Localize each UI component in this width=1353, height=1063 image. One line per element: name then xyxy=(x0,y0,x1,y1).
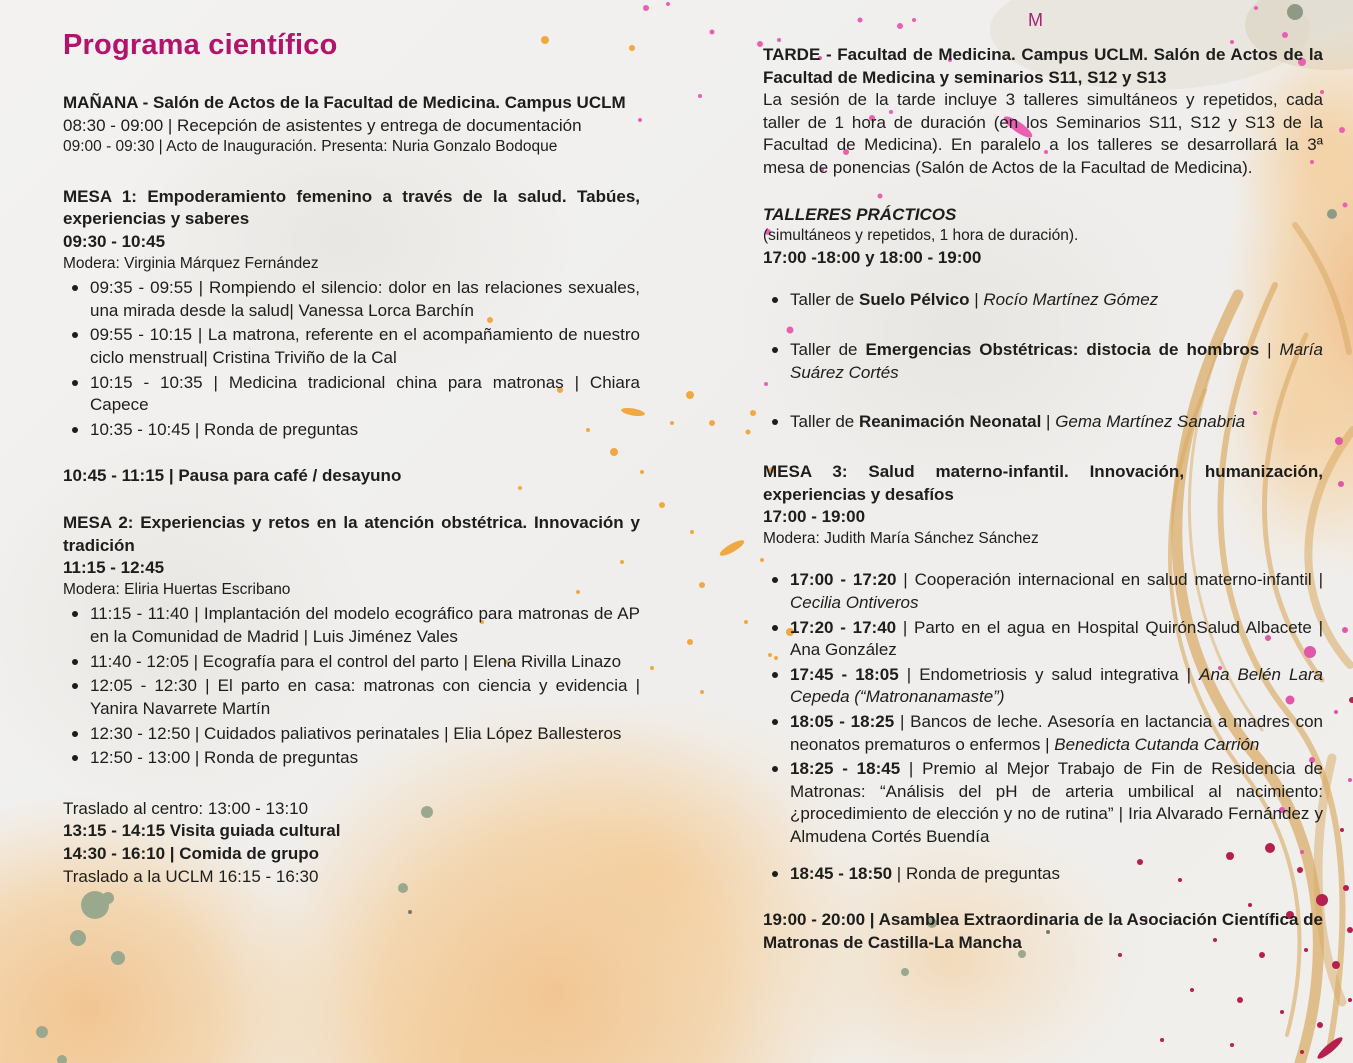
agenda-item: 10:35 - 10:45 | Ronda de preguntas xyxy=(63,419,640,442)
agenda-item: 09:35 - 09:55 | Rompiendo el silencio: dolor en las relaciones sexuales, una mirada desde la salud| Vanessa Lorca Barchín xyxy=(63,277,640,322)
agenda-item xyxy=(763,758,1323,848)
guided-tour: 13:15 - 14:15 Visita guiada cultural xyxy=(63,821,341,841)
workshop-name: Suelo Pélvico xyxy=(858,290,970,310)
agenda-item: 12:50 - 13:00 | Ronda de preguntas xyxy=(63,747,640,770)
item-speaker: Cecilia Ontiveros xyxy=(790,592,919,612)
mesa2-agenda-list xyxy=(63,603,640,769)
tarde-heading: TARDE - Facultad de Medicina. Campus UCLM. Salón de Actos de la Facultad de Medicina y seminarios S11, S12 y S13 xyxy=(763,45,1323,87)
item-text: | Endometriosis y salud integrativa | xyxy=(898,664,1200,684)
workshop-name: Emergencias Obstétricas: distocia de hombros xyxy=(865,340,1260,360)
transfer-to-uclm: Traslado a la UCLM 16:15 - 16:30 xyxy=(63,866,319,886)
transfer-to-center: Traslado al centro: 13:00 - 13:10 xyxy=(63,798,309,818)
agenda-item: 10:15 - 10:35 | Medicina tradicional china para matronas | Chiara Capece xyxy=(63,372,640,417)
agenda-item: 09:55 - 10:15 | La matrona, referente en el acompañamiento de nuestro ciclo menstrual| Cristina Triviño de la Cal xyxy=(63,324,640,369)
workshop-separator: | xyxy=(969,290,984,310)
morning-item-inauguration: 09:00 - 09:30 | Acto de Inauguración. Presenta: Nuria Gonzalo Bodoque xyxy=(63,138,558,156)
mesa1-title: MESA 1: Empoderamiento femenino a través de la salud. Tabúes, experiencias y saberes xyxy=(63,186,640,229)
page-title: Programa científico xyxy=(63,29,338,61)
mesa2-moderator: Modera: Eliria Huertas Escribano xyxy=(63,580,291,598)
group-lunch: 14:30 - 16:10 | Comida de grupo xyxy=(63,843,320,863)
item-speaker: Ana Belén Lara Cepeda (“Matronanamaste”) xyxy=(790,664,1323,707)
workshop-speaker: Rocío Martínez Gómez xyxy=(983,290,1159,310)
item-text: | Ronda de preguntas xyxy=(892,863,1061,883)
morning-heading: MAÑANA - Salón de Actos de la Facultad de Medicina. Campus UCLM xyxy=(63,92,626,112)
item-text: | Bancos de leche. Asesoría en lactancia a madres con neonatos prematuros o enfermos | xyxy=(790,712,1323,754)
item-text: | Parto en el agua en Hospital QuirónSalud Albacete | Ana González xyxy=(790,617,1323,660)
agenda-item: 12:05 - 12:30 | El parto en casa: matronas con ciencia y evidencia | Yanira Navarrete Martín xyxy=(63,675,640,720)
talleres-heading: TALLERES PRÁCTICOS xyxy=(763,204,957,224)
logo-letter: M xyxy=(1028,10,1043,30)
item-time: 18:25 - 18:45 xyxy=(790,759,901,779)
talleres-list xyxy=(763,289,1323,433)
workshop-prefix: Taller de xyxy=(790,412,859,432)
item-time: 18:45 - 18:50 xyxy=(790,863,893,883)
workshop-speaker: María Suárez Cortés xyxy=(790,340,1323,382)
workshop-item xyxy=(763,289,1323,312)
item-time: 17:00 - 17:20 xyxy=(790,570,897,590)
mesa1-agenda-list xyxy=(63,277,640,441)
agenda-item: 12:30 - 12:50 | Cuidados paliativos perinatales | Elia López Ballesteros xyxy=(63,723,640,746)
right-column xyxy=(763,44,1323,955)
mesa3-title: MESA 3: Salud materno-infantil. Innovación, humanización, experiencias y desafíos xyxy=(763,461,1323,504)
mesa3-time: 17:00 - 19:00 xyxy=(763,507,866,527)
workshop-prefix: Taller de xyxy=(790,340,866,360)
agenda-item xyxy=(763,664,1323,709)
item-text: | Premio al Mejor Trabajo de Fin de Residencia de Matronas: “Análisis del pH de arteria umbilical al nacimiento: ¿procedimiento de elección y no de rutina” | Iria Alvarado Fernández y Almudena Cortés Buendía xyxy=(790,759,1323,847)
talleres-times: 17:00 -18:00 y 18:00 - 19:00 xyxy=(763,247,982,267)
mesa3-agenda-list xyxy=(763,569,1323,885)
mesa2-time: 11:15 - 12:45 xyxy=(63,558,165,578)
mesa2-title: MESA 2: Experiencias y retos en la atención obstétrica. Innovación y tradición xyxy=(63,513,640,555)
workshop-name: Reanimación Neonatal xyxy=(858,412,1042,432)
item-time: 17:20 - 17:40 xyxy=(790,617,897,637)
workshop-separator: | xyxy=(1041,412,1056,432)
item-text: | Cooperación internacional en salud materno-infantil | xyxy=(896,570,1323,590)
coffee-break: 10:45 - 11:15 | Pausa para café / desayuno xyxy=(63,466,402,486)
left-column xyxy=(63,30,640,888)
item-time: 17:45 - 18:05 xyxy=(790,664,899,684)
mesa1-moderator: Modera: Virginia Márquez Fernández xyxy=(63,254,319,272)
item-time: 18:05 - 18:25 xyxy=(790,712,895,732)
agenda-item xyxy=(763,711,1323,756)
morning-item-reception: 08:30 - 09:00 | Recepción de asistentes y entrega de documentación xyxy=(63,115,582,135)
mesa1-time: 09:30 - 10:45 xyxy=(63,231,166,251)
workshop-speaker: Gema Martínez Sanabria xyxy=(1055,412,1246,432)
agenda-item xyxy=(763,617,1323,662)
agenda-item xyxy=(763,569,1323,614)
workshop-prefix: Taller de xyxy=(790,290,859,310)
agenda-item: 11:40 - 12:05 | Ecografía para el control del parto | Elena Rivilla Linazo xyxy=(63,651,640,674)
closing-assembly: 19:00 - 20:00 | Asamblea Extraordinaria de la Asociación Científica de Matronas de Castilla-La Mancha xyxy=(763,910,1323,952)
workshop-separator: | xyxy=(1259,340,1280,360)
workshop-item xyxy=(763,339,1323,384)
mesa3-moderator: Modera: Judith María Sánchez Sánchez xyxy=(763,529,1039,547)
agenda-item xyxy=(763,863,1323,886)
item-speaker: Benedicta Cutanda Carrión xyxy=(1054,734,1260,754)
tarde-description: La sesión de la tarde incluye 3 talleres simultáneos y repetidos, cada taller de 1 hora de duración (en los Seminarios S11, S12 y S13 de la Facultad de Medicina). En paralelo a los talleres se desarrollará la 3ª mesa de ponencias (Salón de Actos de la Facultad de Medicina). xyxy=(763,90,1323,178)
workshop-item xyxy=(763,411,1323,434)
agenda-item: 11:15 - 11:40 | Implantación del modelo ecográfico para matronas de AP en la Comunidad de Madrid | Luis Jiménez Vales xyxy=(63,603,640,648)
talleres-subtitle: (simultáneos y repetidos, 1 hora de duración). xyxy=(763,227,1079,245)
